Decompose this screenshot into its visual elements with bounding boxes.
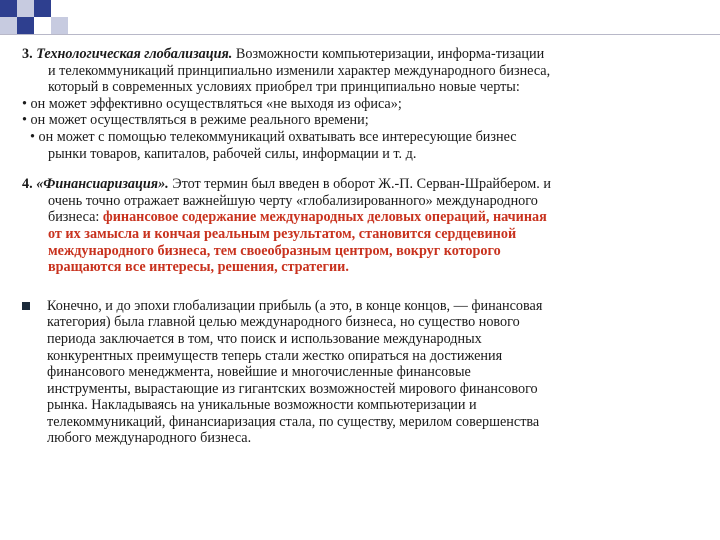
section3-paragraph [22, 46, 702, 96]
finance-line: инструменты, вырастающие из гигантских возможностей мирового финансового [47, 380, 538, 397]
finance-bullet [22, 298, 702, 447]
section4-line4: от их замысла и кончая реальным результатом, становится сердцевиной [48, 225, 517, 242]
finance-line: рынка. Накладываясь на уникальные возможности компьютеризации и [47, 397, 477, 414]
section3-bullet-3 [22, 129, 702, 162]
section3-bullet-3-text: • он может с помощью телекоммуникаций охватывать все интересующие бизнес [30, 128, 517, 145]
deco-square-6 [51, 17, 68, 34]
section3-title: Технологическая глобализация. [36, 46, 233, 62]
deco-square-2 [17, 0, 34, 17]
section4-line5: международного бизнеса, тем своеобразным центром, вокруг которого [48, 242, 501, 259]
section4-line6: вращаются все интересы, решения, стратегии. [48, 259, 349, 276]
finance-line: категория) была главной целью международного бизнеса, но существо нового [47, 314, 520, 331]
header-decoration [0, 0, 720, 46]
section4-line1-rest: Этот термин был введен в оборот Ж.-П. Серван-Шрайбером. и [168, 176, 551, 193]
section4-line3-black: бизнеса: [48, 209, 103, 226]
section3-intro-line2: и телекоммуникаций принципиально изменили характер международного бизнеса, [48, 62, 551, 79]
finance-line: конкурентных преимуществ теперь стали жестко опираться на достижения [47, 347, 503, 364]
finance-bullet-text [47, 298, 542, 447]
deco-square-4 [0, 17, 17, 34]
deco-square-5 [17, 17, 34, 34]
header-rule [0, 34, 720, 35]
square-bullet-icon [22, 302, 30, 310]
slide-content [22, 46, 702, 447]
finance-line: финансового менеджмента, новейшие и многочисленные финансовые [47, 364, 471, 381]
section3-bullet-1: • он может эффективно осуществляться «не выходя из офиса»; [22, 95, 402, 112]
section3-bullet-3-cont: рынки товаров, капиталов, рабочей силы, информации и т. д. [48, 145, 417, 162]
section4-paragraph [22, 176, 702, 276]
finance-line: телекоммуникаций, финансиаризация стала, по существу, мерилом совершенства [47, 413, 540, 430]
section4-title: «Финансиаризация». [36, 176, 169, 193]
finance-line: любого международного бизнеса. [47, 430, 252, 447]
section3-intro-line3: который в современных условиях приобрел три принципиально новые черты: [48, 79, 520, 96]
section3-intro-line1: Возможности компьютеризации, информа-тизации [232, 46, 545, 62]
section4-line2: очень точно отражает важнейшую черту «глобализированного» международного [48, 192, 538, 209]
section3-bullet-2: • он может осуществляться в режиме реального времени; [22, 112, 369, 129]
section4-number: 4. [22, 176, 33, 193]
deco-square-3 [34, 0, 51, 17]
finance-line: периода заключается в том, что поиск и использование международных [47, 330, 482, 347]
section3-number: 3. [22, 46, 33, 62]
section4-line3-red: финансовое содержание международных деловых операций, начиная [102, 209, 547, 226]
finance-line: Конечно, и до эпохи глобализации прибыль (а это, в конце концов, — финансовая [47, 297, 543, 314]
deco-square-1 [0, 0, 17, 17]
